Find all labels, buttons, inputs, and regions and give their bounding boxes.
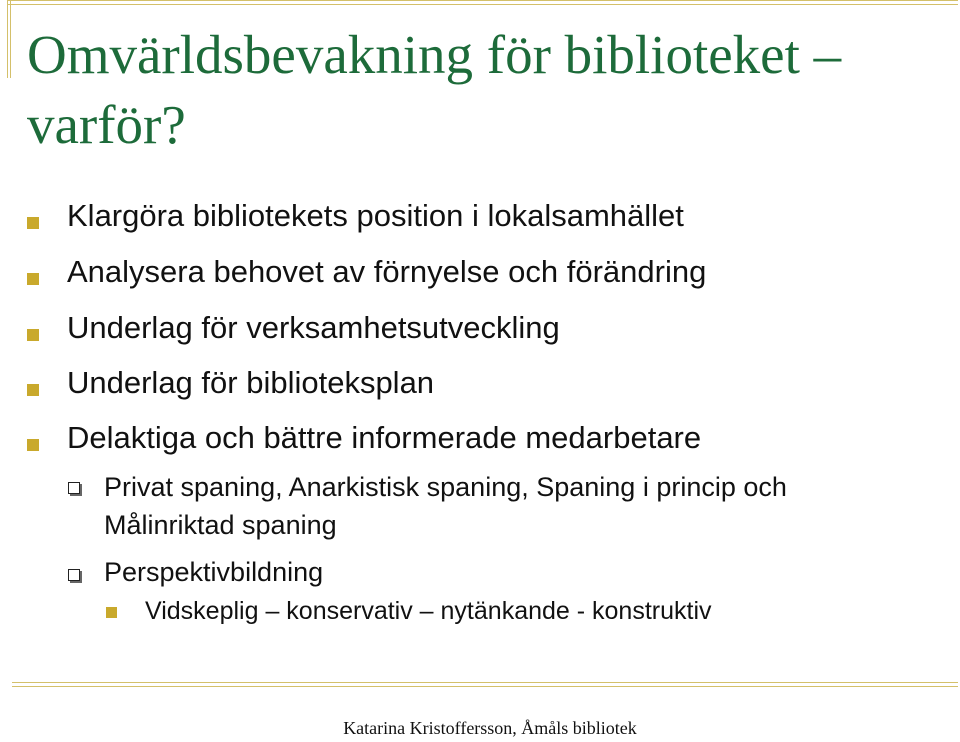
footer-text: Katarina Kristoffersson, Åmåls bibliotek (343, 718, 637, 738)
bullet-square-icon (27, 329, 39, 341)
bullet-square-icon (27, 384, 39, 396)
slide-title: Omvärldsbevakning för biblioteket – varför? (27, 24, 842, 155)
hollow-square-bullet-icon (68, 482, 80, 494)
sub-sub-bullet-item: Vidskeplig – konservativ – nytänkande - konstruktiv (145, 597, 712, 625)
bullet-square-icon (27, 273, 39, 285)
bullet-item: Analysera behovet av förnyelse och förändring (67, 254, 707, 289)
bullet-square-icon (106, 607, 117, 618)
bullet-item: Delaktiga och bättre informerade medarbetare (67, 420, 702, 455)
bullet-square-icon (27, 217, 39, 229)
bullet-item: Underlag för verksamhetsutveckling (67, 310, 560, 345)
sub-bullet-item: Perspektivbildning (104, 557, 324, 587)
hollow-square-bullet-icon (68, 569, 80, 581)
frame-bottom-rule (12, 682, 958, 687)
footer (0, 718, 960, 739)
sub-bullet-item: Privat spaning, Anarkistisk spaning, Spaning i princip och Målinriktad spaning (104, 472, 787, 540)
bullet-item: Underlag för biblioteksplan (67, 365, 435, 400)
bullet-item: Klargöra bibliotekets position i lokalsamhället (67, 198, 684, 233)
frame-left-rule (7, 0, 11, 78)
frame-top-rule (8, 0, 958, 5)
bullet-square-icon (27, 439, 39, 451)
